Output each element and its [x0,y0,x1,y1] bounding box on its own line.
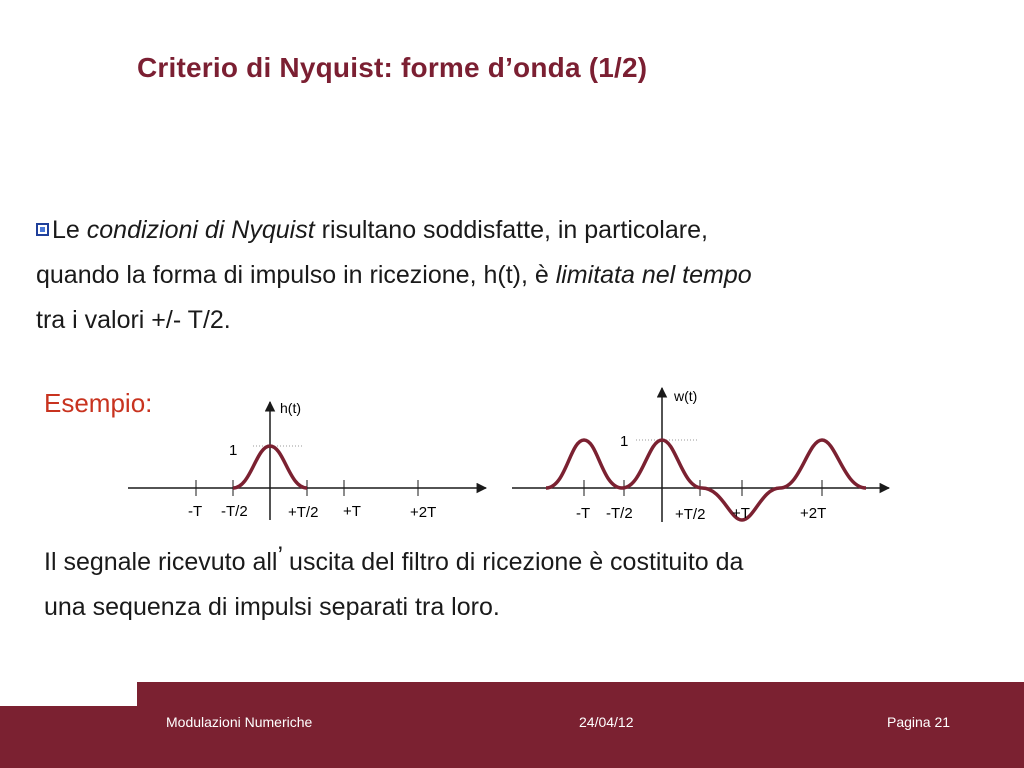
graph-w [512,388,889,523]
w-tick-label-plus-t2: +T/2 [675,506,706,523]
text-le: Le [52,216,87,244]
footer-course-title: Modulazioni Numeriche [166,714,313,730]
h-one-label: 1 [229,442,238,459]
w-tick-label-plus-2t: +2T [800,505,827,522]
bottom-line-1: Il segnale ricevuto all’ uscita del filtro di ricezione è costituito da [44,542,744,576]
h-tick-label-plus-t: +T [343,503,361,520]
bullet-line-3: tra i valori +/- T/2. [36,306,231,334]
footer-page-number: Pagina 21 [887,714,951,730]
text-time-limited: limitata nel tempo [555,261,752,289]
footer-left-block [0,706,137,768]
h-tick-label-plus-t2: +T/2 [288,504,319,521]
text-line1-rest: risultano soddisfatte, in particolare, [314,216,708,244]
bottom-line-2: una sequenza di impulsi separati tra loro. [44,593,500,621]
h-tick-label-plus-2t: +2T [410,504,437,521]
h-tick-label-minus-t: -T [188,503,203,520]
slide-title: Criterio di Nyquist: forme d’onda (1/2) [137,52,648,83]
raised-apostrophe: ’ [277,542,283,570]
text-nyquist-conditions: condizioni di Nyquist [86,216,315,244]
text-line2: quando la forma di impulso in ricezione, h(t), è [36,261,556,289]
w-ylabel: w(t) [674,388,698,404]
w-one-label: 1 [620,433,629,450]
h-tick-label-minus-t2: -T/2 [221,503,248,520]
example-label: Esempio: [44,388,153,418]
footer-date: 24/04/12 [579,714,634,730]
h-ylabel: h(t) [280,400,301,416]
w-tick-label-minus-t: -T [576,505,591,522]
w-tick-label-minus-t2: -T/2 [606,505,633,522]
w-tick-label-plus-t: +T [732,505,750,522]
bottom-paragraph [44,540,1004,630]
graph-h [128,400,486,521]
